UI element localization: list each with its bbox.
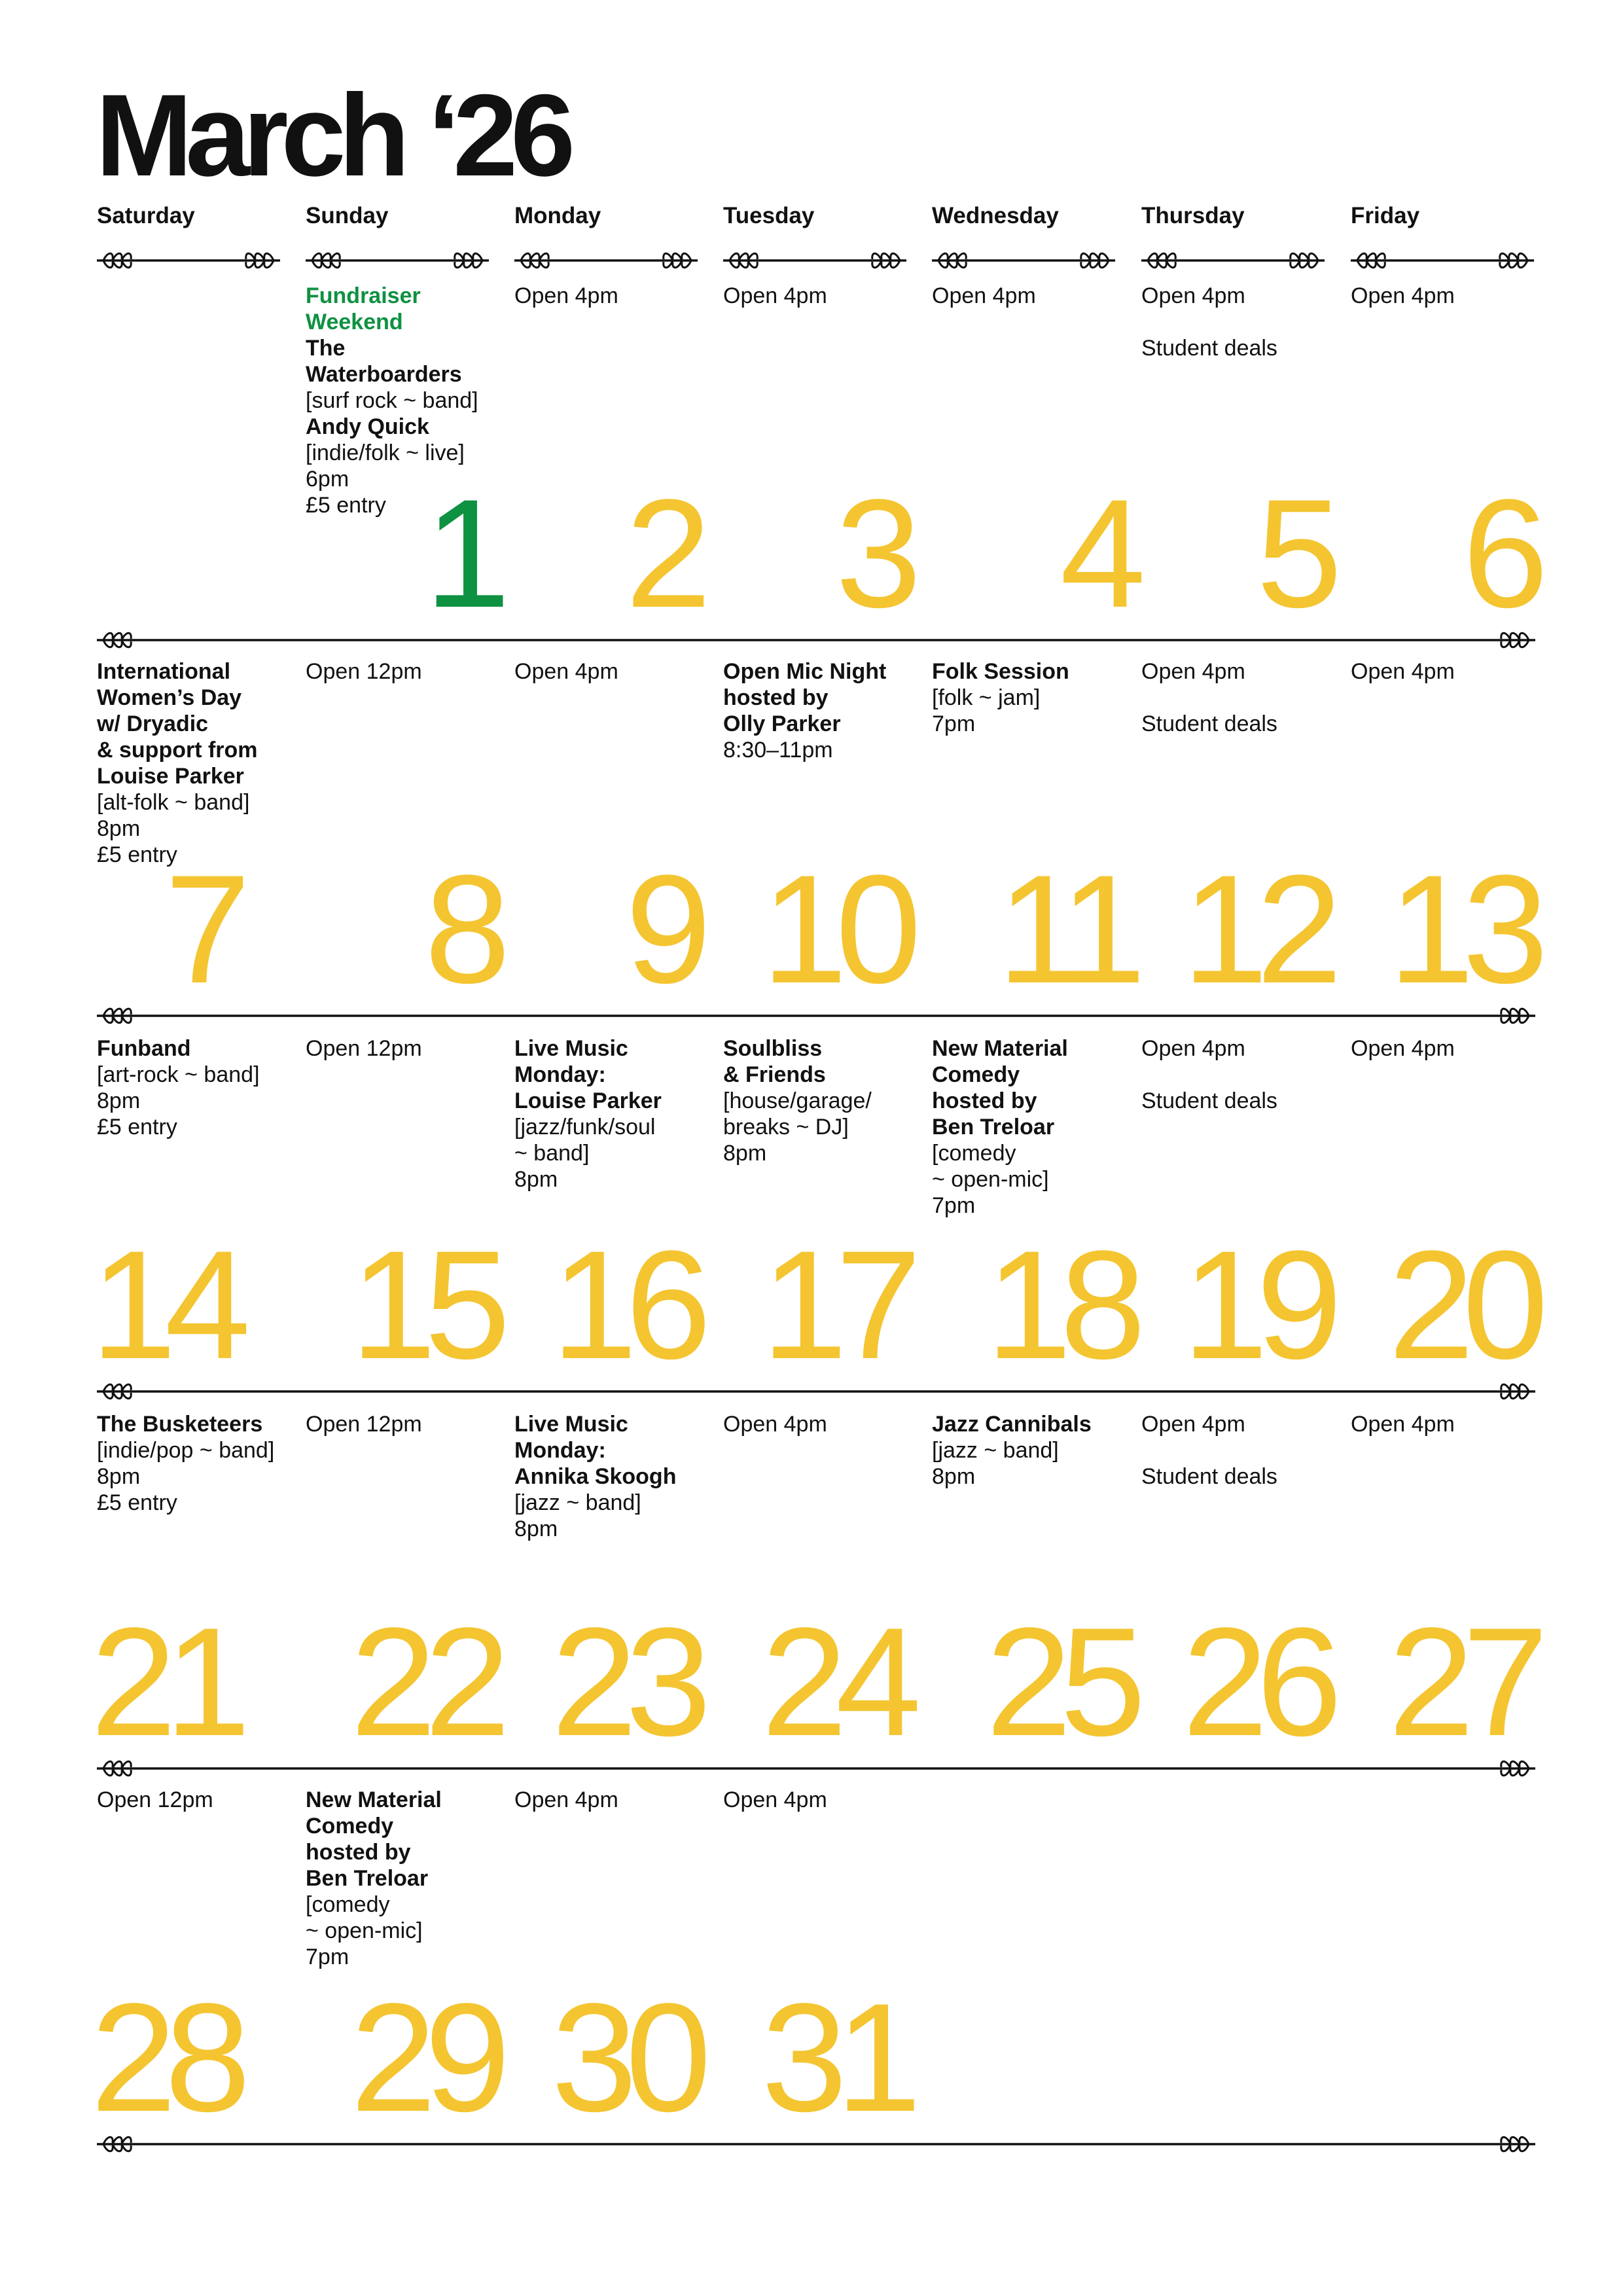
weekday-header-saturday: Saturday [97, 203, 195, 228]
date-number: 19 [1182, 1219, 1330, 1391]
event-detail: Open 4pm [1351, 1036, 1455, 1061]
date-number: 12 [1182, 843, 1330, 1016]
date-number: 26 [1182, 1596, 1330, 1768]
date-number: 6 [1462, 467, 1537, 640]
event-detail: [jazz ~ band] 8pm [932, 1438, 1059, 1489]
event-title: Open Mic Night hosted by Olly Parker [723, 659, 887, 736]
weekday-header-monday: Monday [514, 203, 601, 228]
day-events [1351, 1411, 1547, 1437]
event-title: Jazz Cannibals [932, 1412, 1092, 1437]
event-detail: [alt-folk ~ band] 8pm £5 entry [97, 790, 250, 867]
day-events [97, 1035, 293, 1140]
weekday-header-friday: Friday [1351, 203, 1420, 228]
date-number: 2 [625, 467, 700, 640]
day-events [723, 1411, 919, 1437]
day-events [97, 658, 293, 868]
event-detail: Open 4pm [514, 283, 618, 308]
day-events [1351, 658, 1547, 685]
event-detail: [jazz ~ band] 8pm [514, 1490, 641, 1541]
day-events [306, 658, 502, 685]
weekday-divider-tuesday [717, 246, 913, 275]
day-events [514, 1787, 711, 1813]
date-number: 9 [625, 843, 700, 1016]
date-number: 17 [761, 1219, 910, 1391]
event-title: Fundraiser Weekend [306, 283, 421, 334]
weekday-header-thursday: Thursday [1141, 203, 1245, 228]
date-number: 30 [551, 1971, 700, 2144]
event-detail: Open 4pm [1141, 283, 1245, 308]
event-detail: 8:30–11pm [723, 738, 833, 762]
event-detail: Open 4pm [1141, 659, 1245, 684]
week-divider [90, 2130, 1542, 2159]
event-detail: Open 4pm [514, 1787, 618, 1812]
date-number: 3 [835, 467, 910, 640]
page-title: March ‘26 [96, 70, 569, 200]
weekday-header-wednesday: Wednesday [932, 203, 1059, 228]
date-number: 5 [1256, 467, 1330, 640]
day-events [723, 1787, 919, 1813]
day-events [1351, 1035, 1547, 1062]
day-events [97, 1411, 293, 1516]
event-detail: Open 4pm [932, 283, 1036, 308]
day-events [514, 283, 711, 309]
event-title: Folk Session [932, 659, 1069, 684]
event-detail: [house/garage/ breaks ~ DJ] 8pm [723, 1088, 872, 1166]
event-title: The Busketeers [97, 1412, 263, 1437]
event-detail: [comedy ~ open-mic] 7pm [932, 1141, 1049, 1218]
date-number: 13 [1388, 843, 1537, 1016]
day-events [514, 1411, 711, 1542]
event-detail: Student deals [1141, 711, 1277, 736]
weekday-header-sunday: Sunday [306, 203, 389, 228]
date-number: 8 [424, 843, 499, 1016]
day-events [723, 1035, 919, 1166]
date-number: 25 [986, 1596, 1134, 1768]
week-divider [90, 1001, 1542, 1030]
event-detail: Open 12pm [306, 1412, 422, 1437]
weekday-divider-sunday [299, 246, 495, 275]
event-detail: Open 12pm [306, 659, 422, 684]
weekday-divider-monday [508, 246, 704, 275]
date-number: 14 [90, 1219, 239, 1391]
event-detail: Student deals [1141, 1088, 1277, 1113]
weekday-header-tuesday: Tuesday [723, 203, 815, 228]
week-divider [90, 626, 1542, 655]
day-events [1351, 283, 1547, 309]
event-title: Andy Quick [306, 414, 429, 439]
date-number: 11 [997, 843, 1134, 1016]
event-detail: Open 4pm [1141, 1036, 1245, 1061]
day-events [306, 1035, 502, 1062]
day-events [932, 1035, 1128, 1219]
date-number: 7 [164, 843, 239, 1016]
event-detail: [comedy ~ open-mic] 7pm [306, 1892, 423, 1969]
day-events [723, 283, 919, 309]
event-title: Funband [97, 1036, 191, 1061]
day-events [723, 658, 919, 763]
date-number: 20 [1388, 1219, 1537, 1391]
day-events [306, 1787, 502, 1970]
day-events [1141, 1035, 1338, 1114]
weekday-divider-saturday [90, 246, 287, 275]
event-detail: Student deals [1141, 336, 1277, 361]
weekday-divider-thursday [1135, 246, 1331, 275]
date-number: 16 [551, 1219, 700, 1391]
day-events [306, 1411, 502, 1437]
date-number: 29 [350, 1971, 499, 2144]
weekday-divider-wednesday [925, 246, 1122, 275]
event-detail: Student deals [1141, 1464, 1277, 1489]
day-events [932, 658, 1128, 737]
day-events [1141, 1411, 1338, 1490]
day-events [97, 1787, 293, 1813]
event-detail: [folk ~ jam] 7pm [932, 685, 1041, 736]
date-number: 24 [761, 1596, 910, 1768]
event-detail: [indie/folk ~ live] 6pm £5 entry [306, 440, 465, 518]
event-title: Soulbliss & Friends [723, 1036, 826, 1087]
date-number: 1 [424, 467, 499, 640]
event-detail: Open 4pm [723, 1412, 827, 1437]
date-number: 28 [90, 1971, 239, 2144]
day-events [932, 1411, 1128, 1490]
date-number: 21 [90, 1596, 239, 1768]
event-title: Live Music Monday: Louise Parker [514, 1036, 662, 1113]
event-detail: Open 4pm [723, 1787, 827, 1812]
event-title: Live Music Monday: Annika Skoogh [514, 1412, 677, 1489]
date-number: 18 [986, 1219, 1134, 1391]
event-detail: Open 4pm [1351, 659, 1455, 684]
weekday-divider-friday [1344, 246, 1541, 275]
event-detail: [jazz/funk/soul ~ band] 8pm [514, 1115, 656, 1192]
day-events [1141, 658, 1338, 737]
day-events [1141, 283, 1338, 361]
event-detail: Open 4pm [723, 283, 827, 308]
event-detail: Open 12pm [306, 1036, 422, 1061]
date-number: 10 [761, 843, 910, 1016]
event-title: New Material Comedy hosted by Ben Treloar [306, 1787, 442, 1891]
day-events [932, 283, 1128, 309]
date-number: 27 [1388, 1596, 1537, 1768]
day-events [514, 658, 711, 685]
event-detail: Open 4pm [1141, 1412, 1245, 1437]
event-detail: Open 4pm [1351, 1412, 1455, 1437]
event-detail: Open 12pm [97, 1787, 213, 1812]
event-title: International Women’s Day w/ Dryadic & support from Louise Parker [97, 659, 258, 789]
event-detail: [art-rock ~ band] 8pm £5 entry [97, 1062, 260, 1139]
date-number: 22 [350, 1596, 499, 1768]
event-detail: [indie/pop ~ band] 8pm £5 entry [97, 1438, 275, 1515]
week-divider [90, 1754, 1542, 1783]
date-number: 4 [1060, 467, 1134, 640]
date-number: 23 [551, 1596, 700, 1768]
day-events [514, 1035, 711, 1193]
event-detail: Open 4pm [514, 659, 618, 684]
date-number: 15 [350, 1219, 499, 1391]
date-number: 31 [761, 1971, 910, 2144]
event-detail: [surf rock ~ band] [306, 388, 478, 413]
week-divider [90, 1377, 1542, 1406]
event-title: The Waterboarders [306, 336, 462, 387]
event-title: New Material Comedy hosted by Ben Treloar [932, 1036, 1068, 1139]
event-detail: Open 4pm [1351, 283, 1455, 308]
